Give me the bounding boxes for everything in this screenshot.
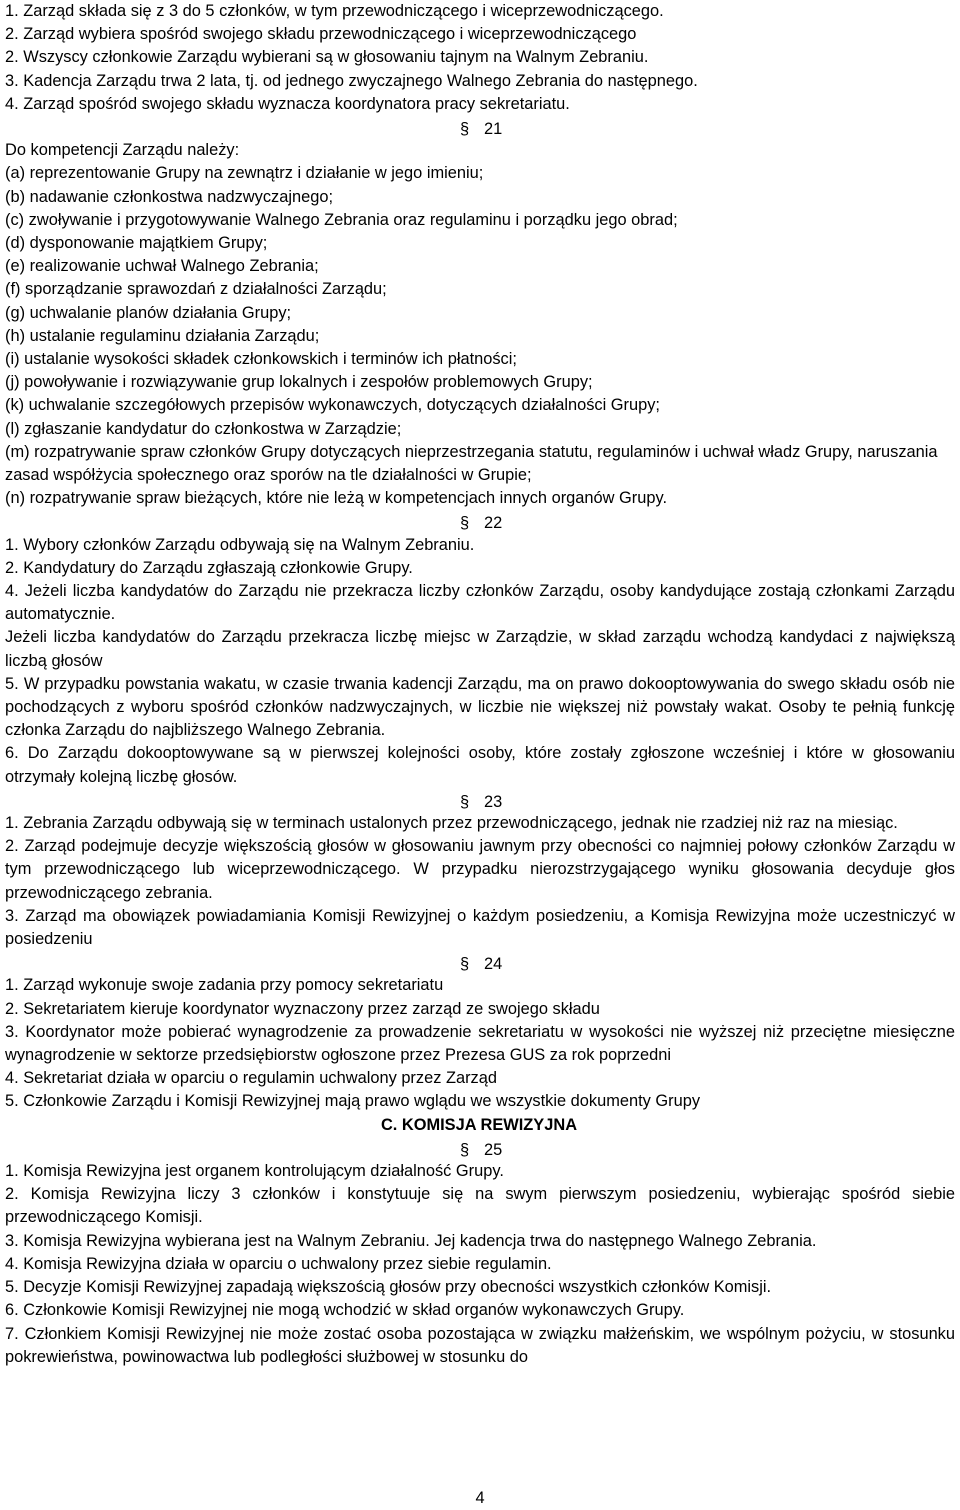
section-symbol: §	[460, 955, 470, 974]
list-item: 2. Zarząd podejmuje decyzje większością głosów w głosowaniu jawnym przy obecności co najmniej połowy członków Zarządu w tym przewodniczącego lub wiceprzewodniczącego. W przypadku nierozstrzygającego wyniku głosowania decyduje głos przewodniczącego zebrania.	[5, 837, 955, 902]
list-item: 4. Sekretariat działa w oparciu o regulamin uchwalony przez Zarząd	[5, 1069, 497, 1088]
list-item: 5. Decyzje Komisji Rewizyjnej zapadają większością głosów przy obecności wszystkich członków Komisji.	[5, 1278, 772, 1297]
section-number: § 23	[460, 791, 955, 814]
list-item: 7. Członkiem Komisji Rewizyjnej nie może zostać osoba pozostająca w związku małżeńskim, we wspólnym pożyciu, w stosunku pokrewieństwa, powinowactwa lub podległości służbowej w stosunku do	[5, 1324, 955, 1366]
paragraph: 2. Wszyscy członkowie Zarządu wybierani są w głosowaniu tajnym na Walnym Zebraniu.	[5, 48, 649, 67]
list-item: 3. Komisja Rewizyjna wybierana jest na Walnym Zebraniu. Jej kadencja trwa do następnego Walnego Zebrania.	[5, 1231, 817, 1250]
paragraph: 1. Zarząd składa się z 3 do 5 członków, w tym przewodniczącego i wiceprzewodniczącego.	[5, 2, 664, 20]
list-item: (n) rozpatrywanie spraw bieżących, które nie leżą w kompetencjach innych organów Grupy.	[5, 489, 668, 508]
list-item: Jeżeli liczba kandydatów do Zarządu przekracza liczbę miejsc w Zarządzie, w skład zarządu wchodzą kandydaci z największą liczbą głosów	[5, 628, 955, 670]
list-item: (g) uchwalanie planów działania Grupy;	[5, 303, 292, 322]
page-number: 4	[475, 1489, 485, 1507]
list-item: (k) uchwalanie szczegółowych przepisów wykonawczych, dotyczących działalności Grupy;	[5, 396, 660, 415]
list-item: 4. Jeżeli liczba kandydatów do Zarządu nie przekracza liczby członków Zarządu, osoby kandydujące zostają członkami Zarządu automatycznie.	[5, 582, 955, 624]
section-number: § 25	[460, 1139, 955, 1162]
list-item: (h) ustalanie regulaminu działania Zarządu;	[5, 326, 320, 345]
section-number: § 21	[460, 118, 955, 141]
paragraph: 4. Zarząd spośród swojego składu wyznacza koordynatora pracy sekretariatu.	[5, 94, 570, 113]
paragraph: 2. Zarząd wybiera spośród swojego składu przewodniczącego i wiceprzewodniczącego	[5, 25, 637, 44]
list-item: 6. Członkowie Komisji Rewizyjnej nie mogą wchodzić w skład organów wykonawczych Grupy.	[5, 1301, 685, 1320]
list-item: (l) zgłaszanie kandydatur do członkostwa w Zarządzie;	[5, 419, 402, 438]
list-item: 1. Komisja Rewizyjna jest organem kontrolującym działalność Grupy.	[5, 1162, 504, 1181]
list-item: 3. Koordynator może pobierać wynagrodzenie za prowadzenie sekretariatu w wysokości nie wyższej niż przeciętne miesięczne wynagrodzenie w sektorze przedsiębiorstw ogłoszone przez Prezesa GUS za rok poprzedni	[5, 1022, 955, 1065]
section-symbol: §	[460, 514, 470, 533]
paragraph: 3. Kadencja Zarządu trwa 2 lata, tj. od jednego zwyczajnego Walnego Zebrania do następnego.	[5, 71, 698, 90]
section-21	[5, 116, 955, 510]
section-symbol: §	[460, 120, 470, 139]
list-item: (a) reprezentowanie Grupy na zewnątrz i działanie w jego imieniu;	[5, 164, 484, 183]
list-item: 2. Kandydatury do Zarządu zgłaszają członkowie Grupy.	[5, 558, 413, 577]
list-item: (c) zwoływanie i przygotowywanie Walnego Zebrania oraz regulaminu i porządku jego obrad;	[5, 210, 678, 229]
section-22	[5, 510, 955, 788]
list-item: (m) rozpatrywanie spraw członków Grupy dotyczących nieprzestrzegania statutu, regulaminów i uchwał władz Grupy, naruszania zasad współżycia społecznego oraz sporów na tle działalności w Grupie;	[5, 442, 938, 485]
list-item: 5. Członkowie Zarządu i Komisji Rewizyjnej mają prawo wglądu we wszystkie dokumenty Grupy	[5, 1092, 701, 1111]
list-item: 2. Komisja Rewizyjna liczy 3 członków i konstytuuje się na swym pierwszym posiedzeniu, wybierając spośród siebie przewodniczącego Komisji.	[5, 1185, 955, 1227]
section-symbol: §	[460, 792, 470, 811]
section-23	[5, 789, 955, 951]
list-item: (b) nadawanie członkostwa nadzwyczajnego;	[5, 187, 333, 206]
section-symbol: §	[460, 1140, 470, 1159]
list-item: (f) sporządzanie sprawozdań z działalności Zarządu;	[5, 280, 387, 299]
chapter-heading: C. KOMISJA REWIZYJNA	[380, 1115, 578, 1134]
list-item: 5. W przypadku powstania wakatu, w czasie trwania kadencji Zarządu, ma on prawo dokooptowywania do swego składu osób nie pochodzących z wyboru spośród członków nadzwyczajnych, w liczbie nie większej niż powstały wakat. Osoby te pełnią funkcję członka Zarządu do najbliższego Walnego Zebrania.	[5, 674, 955, 740]
list-item: 1. Zarząd wykonuje swoje zadania przy pomocy sekretariatu	[5, 976, 444, 995]
section-25	[5, 1137, 955, 1369]
section-number: § 24	[460, 953, 955, 976]
list-item: (e) realizowanie uchwał Walnego Zebrania;	[5, 257, 319, 276]
list-item: 6. Do Zarządu dokooptowywane są w pierwszej kolejności osoby, które zostały zgłoszone wcześniej i które w głosowaniu otrzymały kolejną liczbę głosów.	[5, 744, 955, 786]
section-24	[5, 951, 955, 1113]
list-item: 1. Wybory członków Zarządu odbywają się na Walnym Zebraniu.	[5, 535, 475, 554]
list-item: (d) dysponowanie majątkiem Grupy;	[5, 234, 268, 253]
list-item: (i) ustalanie wysokości składek członkowskich i terminów ich płatności;	[5, 350, 517, 369]
section-number: § 22	[460, 512, 955, 535]
list-item: (j) powoływanie i rozwiązywanie grup lokalnych i zespołów problemowych Grupy;	[5, 373, 593, 392]
section-intro: Do kompetencji Zarządu należy:	[5, 141, 240, 160]
list-item: 1. Zebrania Zarządu odbywają się w terminach ustalonych przez przewodniczącego, jednak nie rzadziej niż raz na miesiąc.	[5, 814, 898, 833]
list-item: 4. Komisja Rewizyjna działa w oparciu o uchwalony przez siebie regulamin.	[5, 1254, 552, 1273]
section-20-tail	[5, 0, 955, 116]
list-item: 3. Zarząd ma obowiązek powiadamiania Komisji Rewizyjnej o każdym posiedzeniu, a Komisja Rewizyjna może uczestniczyć w posiedzeniu	[5, 906, 955, 949]
list-item: 2. Sekretariatem kieruje koordynator wyznaczony przez zarząd ze swojego składu	[5, 999, 600, 1018]
